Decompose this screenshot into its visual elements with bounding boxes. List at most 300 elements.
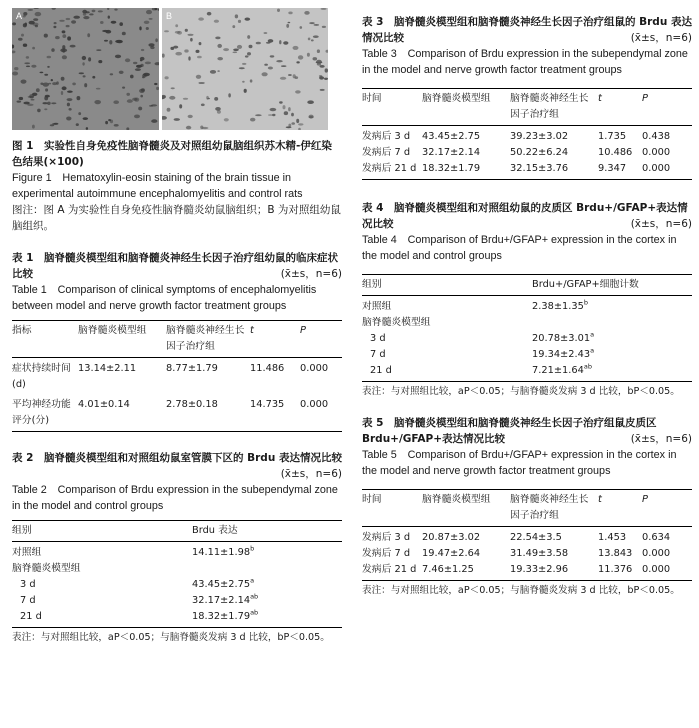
panel-a-label: A [16,11,23,21]
nucleus-mark [139,26,141,30]
nucleus-mark [89,13,93,15]
nucleus-mark [186,126,191,130]
nucleus-mark [245,55,249,57]
nucleus-mark [82,10,87,14]
table-5-en-title: Table 5 Comparison of Brdu+/GFAP+ expression in the cortex in the model and nerve growth factor treatment groups [362,449,677,477]
nucleus-mark [139,89,145,93]
nucleus-mark [84,83,87,87]
nucleus-mark [92,10,96,13]
nucleus-mark [317,49,320,53]
table-3-cn-title [362,14,692,46]
nucleus-mark [238,20,241,23]
nucleus-mark [165,76,169,79]
table-row [362,145,692,161]
nucleus-mark [197,56,202,59]
nucleus-mark [55,36,60,39]
nucleus-mark [50,124,54,126]
left-column [12,0,342,645]
table-cell: 0.000 [300,363,329,374]
nucleus-mark [43,83,49,87]
nucleus-mark [111,21,117,24]
table-row [362,562,692,581]
table-row [12,358,342,394]
nucleus-mark [130,75,134,79]
table-row [362,546,692,562]
nucleus-mark [23,12,27,16]
nucleus-mark [53,26,56,28]
table-3-block [362,14,692,180]
table-cell: 1.453 [598,532,627,543]
nucleus-mark [44,108,47,110]
nucleus-mark [62,86,67,90]
table-row [362,161,692,180]
nucleus-mark [245,18,251,21]
nucleus-mark [69,108,72,111]
cell-sup: a [590,330,595,339]
nucleus-mark [217,44,222,48]
nucleus-mark [127,99,133,103]
table-4-stat: (x̄±s，n=6) [630,218,692,230]
table-1-header: t [250,325,254,336]
table-3-header: t [598,93,602,104]
nucleus-mark [122,32,126,36]
nucleus-mark [48,83,51,85]
table-cell: 1.735 [598,131,627,142]
cell-sup: ab [250,592,259,601]
table-cell: 13.14±2.11 [78,363,137,374]
table-2-stat: (x̄±s，n=6) [280,468,342,480]
nucleus-mark [59,20,64,22]
nucleus-mark [115,40,122,43]
nucleus-mark [293,74,296,78]
nucleus-mark [200,126,203,130]
nucleus-mark [32,125,35,129]
table-cell [532,363,692,382]
table-cell: 4.01±0.14 [78,399,130,410]
table-4-cn-title-text: 表 4 脑脊髓炎模型组和对照组幼鼠的皮质区 Brdu+/GFAP+表达情况比较 [362,202,688,230]
nucleus-mark [17,101,22,103]
table-1-header: 脑脊髓炎神经生长因子治疗组 [166,325,245,352]
nucleus-mark [268,114,273,116]
nucleus-mark [207,98,210,100]
nucleus-mark [146,10,152,14]
table-cell: 9.347 [598,163,627,174]
table-cell: 发病后 21 d [362,163,417,174]
nucleus-mark [286,126,292,128]
table-cell [532,296,692,316]
nucleus-mark [133,62,137,64]
nucleus-mark [109,40,112,44]
table-cell: 21 d [370,365,392,376]
nucleus-mark [313,35,319,38]
table-3-header: 时间 [362,93,382,104]
nucleus-mark [187,34,193,36]
table-cell: 脑脊髓炎模型组 [12,563,81,574]
nucleus-mark [233,49,239,52]
nucleus-mark [146,27,149,30]
cell-value: 43.45±2.75 [192,579,251,590]
table-row [362,527,692,547]
table-cell: 19.47±2.64 [422,548,481,559]
nucleus-mark [276,60,282,62]
nucleus-mark [293,46,299,50]
nucleus-mark [51,79,53,81]
nucleus-mark [250,118,255,122]
nucleus-mark [25,23,27,27]
nucleus-mark [138,107,142,111]
nucleus-mark [119,71,124,74]
nucleus-mark [23,102,29,105]
nucleus-mark [145,62,151,65]
table-cell: 13.843 [598,548,633,559]
nucleus-mark [78,112,81,115]
nucleus-mark [24,62,30,64]
cell-sup: ab [583,362,592,371]
nucleus-mark [45,95,50,98]
table-cell: 11.376 [598,564,633,575]
nucleus-mark [270,55,275,57]
table-3-header: P [642,93,648,104]
nucleus-mark [215,107,221,111]
nucleus-mark [188,115,193,118]
nucleus-mark [108,16,110,19]
nucleus-mark [291,113,294,117]
nucleus-mark [277,9,280,12]
nucleus-mark [62,55,67,59]
nucleus-mark [155,38,158,42]
nucleus-mark [184,49,188,52]
table-cell: 对照组 [12,547,42,558]
table-cell: 31.49±3.58 [510,548,569,559]
nucleus-mark [247,52,251,55]
table-cell: 0.634 [642,532,671,543]
nucleus-mark [19,97,23,100]
nucleus-mark [27,9,33,11]
nucleus-mark [135,68,141,71]
nucleus-mark [102,30,109,32]
table-cell: 32.17±2.14 [422,147,481,158]
table-5-note: 表注：与对照组比较，aP＜0.05；与脑脊髓炎发病 3 d 比较，bP＜0.05。 [362,585,680,596]
cell-value: 32.17±2.14 [192,595,251,606]
nucleus-mark [115,55,121,59]
table-5 [362,489,692,581]
nucleus-mark [325,68,328,72]
nucleus-mark [82,56,86,60]
nucleus-mark [288,107,291,111]
table-cell: 0.000 [642,548,671,559]
table-1-cn-title-text: 表 1 脑脊髓炎模型组和脑脊髓炎神经生长因子治疗组幼鼠的临床症状比较 [12,252,338,280]
table-cell: 21 d [20,611,42,622]
figure-panel-b [162,8,328,130]
nucleus-mark [21,34,24,37]
nucleus-mark [207,12,212,16]
nucleus-mark [291,122,295,125]
table-1-header: 指标 [12,325,32,336]
nucleus-mark [249,45,253,48]
nucleus-mark [239,67,245,69]
nucleus-mark [264,32,268,34]
nucleus-mark [298,123,303,125]
nucleus-mark [62,34,66,38]
table-cell: 7 d [20,595,36,606]
nucleus-mark [36,88,40,92]
nucleus-mark [317,63,321,66]
table-2-en-title: Table 2 Comparison of Brdu expression in the subependymal zone in the model and control groups [12,484,338,512]
nucleus-mark [256,42,261,45]
table-2-note: 表注：与对照组比较，aP＜0.05；与脑脊髓炎发病 3 d 比较，bP＜0.05。 [12,632,330,643]
table-cell: 发病后 21 d [362,564,417,575]
nucleus-mark [217,70,220,72]
nucleus-mark [119,22,123,26]
nucleus-mark [132,98,137,101]
nucleus-mark [185,29,188,32]
nucleus-mark [151,119,157,123]
nucleus-mark [320,65,325,68]
nucleus-mark [199,42,202,45]
figure-1-caption [12,138,342,234]
nucleus-mark [319,76,324,79]
nucleus-mark [300,26,303,29]
nucleus-mark [295,90,301,93]
nucleus-mark [94,100,101,104]
nucleus-mark [86,127,88,130]
table-row [12,561,342,577]
table-row [362,347,692,363]
nucleus-mark [175,31,180,34]
nucleus-mark [88,57,91,61]
nucleus-mark [190,38,193,42]
nucleus-mark [114,124,119,127]
nucleus-mark [72,83,76,86]
nucleus-mark [40,83,43,85]
table-cell: 10.486 [598,147,633,158]
table-cell: 39.23±3.02 [510,131,569,142]
nucleus-mark [92,76,95,79]
nucleus-mark [67,91,73,93]
nucleus-mark [126,93,130,96]
nucleus-mark [70,45,76,48]
table-cell [192,561,342,577]
table-5-header: t [598,494,602,505]
nucleus-mark [29,94,34,98]
table-cell: 20.87±3.02 [422,532,481,543]
nucleus-mark [188,56,190,60]
figure-1-cn-title: 图 1 实验性自身免疫性脑脊髓炎及对照组幼鼠脑组织苏木精-伊红染色结果(×100) [12,140,332,168]
nucleus-mark [47,56,52,59]
nucleus-mark [33,18,38,21]
table-2-header: Brdu 表达 [192,525,238,536]
nucleus-mark [113,100,119,104]
table-2 [12,520,342,628]
nucleus-mark [83,75,86,77]
table-cell: 3 d [370,333,386,344]
nucleus-mark [244,89,247,93]
nucleus-mark [164,30,169,32]
nucleus-mark [73,16,80,19]
nucleus-mark [314,24,320,26]
cell-sup: b [583,298,588,307]
right-column [362,14,692,598]
table-cell [192,542,342,562]
nucleus-mark [288,22,291,24]
table-2-cn-title [12,450,342,480]
nucleus-mark [51,48,54,52]
nucleus-mark [12,22,16,25]
table-row [362,315,692,331]
nucleus-mark [79,72,84,74]
nucleus-mark [173,46,178,49]
cell-value: 14.11±1.98 [192,547,251,558]
table-1-block [12,250,342,432]
nucleus-mark [23,44,27,47]
table-1-stat: (x̄±s，n=6) [280,268,342,280]
table-cell: 7.46±1.25 [422,564,474,575]
table-cell: 0.000 [642,147,671,158]
cell-value: 18.32±1.79 [192,611,251,622]
nucleus-mark [309,115,314,119]
nucleus-mark [104,40,108,42]
nucleus-mark [196,75,201,79]
table-cell: 2.78±0.18 [166,399,218,410]
nucleus-mark [279,40,281,44]
nucleus-mark [12,72,18,76]
table-cell: 22.54±3.5 [510,532,562,543]
nucleus-mark [35,12,42,16]
nucleus-mark [324,78,328,80]
cell-value: 20.78±3.01 [532,333,591,344]
nucleus-mark [14,67,18,70]
nucleus-mark [32,47,35,50]
nucleus-mark [264,64,268,66]
nucleus-mark [42,102,47,104]
nucleus-mark [183,98,188,100]
table-5-header: 时间 [362,494,382,505]
nucleus-mark [320,89,325,91]
nucleus-mark [262,72,268,76]
nucleus-mark [62,30,66,33]
nucleus-mark [223,48,229,51]
nucleus-mark [296,119,299,123]
table-cell [192,577,342,593]
table-cell: 0.000 [642,564,671,575]
table-row [362,331,692,347]
nucleus-mark [321,8,327,10]
nucleus-mark [110,120,113,124]
nucleus-mark [140,95,143,98]
table-5-header: 脑脊髓炎模型组 [422,494,491,505]
table-cell: 43.45±2.75 [422,131,481,142]
figure-1-note: 图注：图 A 为实验性自身免疫性脑脊髓炎幼鼠脑组织；B 为对照组幼鼠脑组织。 [12,204,341,232]
nucleus-mark [83,16,89,19]
nucleus-mark [217,57,223,60]
nucleus-mark [154,83,157,85]
nucleus-mark [268,39,274,43]
nucleus-mark [66,25,70,27]
nucleus-mark [284,111,288,115]
table-cell: 平均神经功能评分(分) [12,399,71,426]
table-row [12,593,342,609]
table-4-block [362,200,692,399]
nucleus-mark [87,33,90,37]
table-cell: 对照组 [362,301,392,312]
table-cell: 8.77±1.79 [166,363,218,374]
nucleus-mark [228,93,231,97]
table-cell: 7 d [370,349,386,360]
nucleus-mark [83,117,88,120]
nucleus-mark [105,121,108,124]
nucleus-mark [171,87,175,89]
nucleus-mark [140,60,143,62]
table-5-cn-title-text: 表 5 脑脊髓炎模型组和脑脊髓炎神经生长因子治疗组鼠皮质区 Brdu+/GFAP+表达情况比较 [362,417,657,445]
nucleus-mark [136,65,142,68]
nucleus-mark [268,67,273,70]
nucleus-mark [174,118,180,121]
table-4-header: 组别 [362,279,382,290]
nucleus-mark [307,53,310,57]
table-1-header: P [300,325,306,336]
table-4-note: 表注：与对照组比较，aP＜0.05；与脑脊髓炎发病 3 d 比较，bP＜0.05。 [362,386,680,397]
table-row [362,126,692,146]
nucleus-mark [288,124,291,127]
nucleus-mark [66,117,71,121]
nucleus-mark [31,99,35,101]
figure-1-images [12,8,342,130]
nucleus-mark [100,21,104,24]
nucleus-mark [149,18,153,20]
nucleus-mark [31,65,36,68]
table-row [12,393,342,432]
table-cell: 3 d [20,579,36,590]
table-cell [532,331,692,347]
nucleus-mark [21,80,27,84]
nucleus-mark [142,74,147,78]
table-2-block [12,450,342,645]
nucleus-mark [144,21,150,24]
nucleus-mark [37,109,41,113]
table-3-header: 脑脊髓炎神经生长因子治疗组 [510,93,589,120]
nucleus-mark [18,38,23,41]
nucleus-mark [156,87,159,90]
cell-value: 2.38±1.35 [532,301,584,312]
table-cell: 32.15±3.76 [510,163,569,174]
table-1-en-title: Table 1 Comparison of clinical symptoms of encephalomyelitis between model and nerve growth factor treatment groups [12,284,317,312]
table-cell: 19.33±2.96 [510,564,569,575]
nucleus-mark [61,77,65,81]
nucleus-mark [122,87,125,89]
nucleus-mark [247,35,250,39]
table-1-header: 脑脊髓炎模型组 [78,325,147,336]
table-5-stat: (x̄±s，n=6) [630,433,692,445]
table-row [12,609,342,628]
nucleus-mark [288,74,292,76]
he-stain-image-b [162,8,328,130]
table-1 [12,320,342,432]
table-cell: 脑脊髓炎模型组 [362,317,431,328]
nucleus-mark [235,14,238,18]
table-cell: 50.22±6.24 [510,147,569,158]
cell-sup: b [250,544,255,553]
nucleus-mark [33,23,39,26]
table-2-cn-title-text: 表 2 脑脊髓炎模型组和对照组幼鼠室管膜下区的 Brdu 表达情况比较 [12,452,342,464]
nucleus-mark [280,77,286,80]
panel-b-label: B [166,11,173,21]
nucleus-mark [98,60,102,63]
cell-value: 7.21±1.64 [532,365,584,376]
table-cell: 发病后 3 d [362,532,411,543]
nucleus-mark [311,39,314,41]
cell-value: 19.34±2.43 [532,349,591,360]
table-3-header: 脑脊髓炎模型组 [422,93,491,104]
